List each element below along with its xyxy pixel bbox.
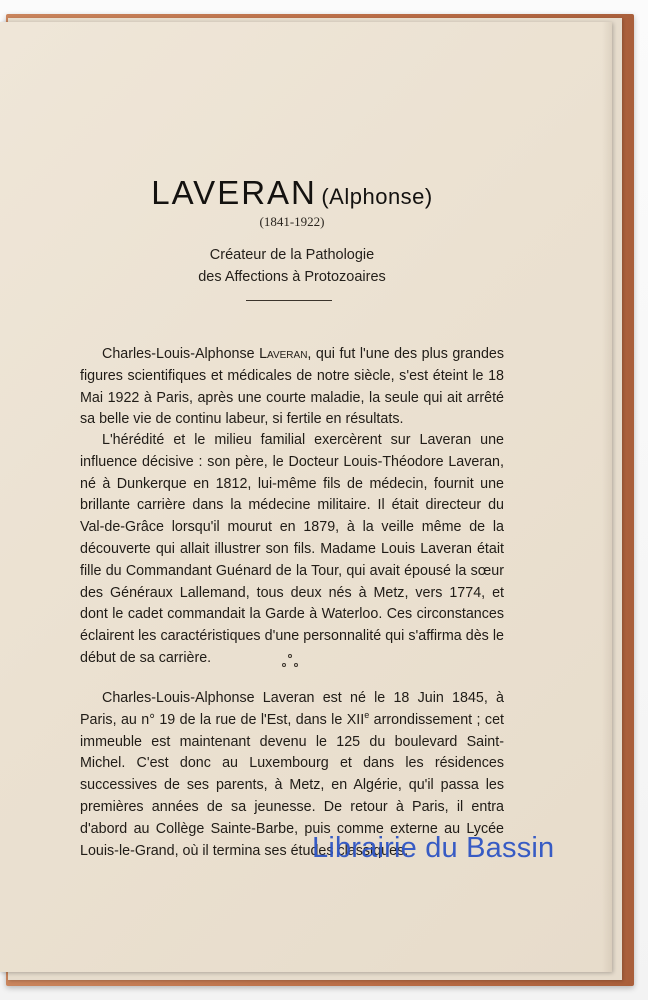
seller-watermark: Librairie du Bassin bbox=[312, 832, 555, 864]
separator-dot bbox=[282, 663, 286, 667]
separator-dot bbox=[288, 654, 292, 658]
page-content bbox=[0, 22, 612, 972]
paragraph-3-part-2: arrondissement ; cet immeuble est maintenant devenu le 125 du boulevard Saint-Michel. C'est donc au Luxembourg et dans les résidences successives de ses parents, à Metz, en Algérie, qu'il passa les premières années de sa jeunesse. De retour à Paris, il entra d'abord au Collège Sainte-Barbe, puis comme externe au Lycée Louis-le-Grand, où il termina ses études classiques. bbox=[80, 711, 505, 859]
paragraph-1-text bbox=[80, 344, 504, 431]
paragraph-1-rest: , qui fut l'une des plus grandes figures scientifiques et médicales de notre siècle, s'est éteint le 18 Mai 1922 à Paris, après une courte maladie, la seule qui ait arrêté sa belle vie de continu labeur, si fertile en résultats. bbox=[80, 346, 504, 428]
subtitle-line-1: Créateur de la Pathologie bbox=[209, 247, 375, 263]
paragraph-3-part-1: Charles-Louis-Alphonse Laveran est né le 18 Juin 1845, à Paris, au n° 19 de la rue de l'Est, dans le XII bbox=[80, 690, 504, 728]
paragraph-2-text: L'hérédité et le milieu familial exercèrent sur Laveran une influence décisive : son père, le Docteur Louis-Théodore Laveran, né à Dunkerque en 1812, lui-même fils de médecin, fournit une brillante carrière dans la médecine militaire. Il était directeur du Val-de-Grâce lorsqu'il mourut en 1879, à la veille même de la découverte qui allait illustrer son fils. Madame Louis Laveran était fille du Commandant Guénard de la Tour, qui avait épousé la sœur des Généraux Lallemand, tous deux nés à Metz, vers 1774, et dont le cadet commandait la Garde à Waterloo. Ces circonstances éclairent les caractéristiques d'une personnalité qui s'affirma dès le début de sa carrière. bbox=[80, 432, 504, 666]
life-dates: (1841-1922) bbox=[259, 214, 325, 229]
paragraph-1-name-start: Charles-Louis-Alphonse bbox=[102, 346, 260, 362]
separator-dot bbox=[294, 663, 298, 667]
document-page bbox=[0, 22, 612, 972]
paragraph-1 bbox=[80, 344, 504, 431]
title-surname: LAVERAN bbox=[151, 174, 317, 211]
paragraph-3-superscript: e bbox=[364, 710, 370, 721]
paragraph-1-name-smallcaps: Laveran bbox=[259, 346, 308, 362]
paragraph-2 bbox=[80, 430, 504, 670]
page-title bbox=[0, 174, 584, 212]
title-forename: (Alphonse) bbox=[321, 184, 433, 209]
title-divider bbox=[246, 300, 332, 301]
section-separator-dots bbox=[280, 654, 304, 674]
subtitle-line-2: des Affections à Protozoaires bbox=[198, 269, 386, 285]
